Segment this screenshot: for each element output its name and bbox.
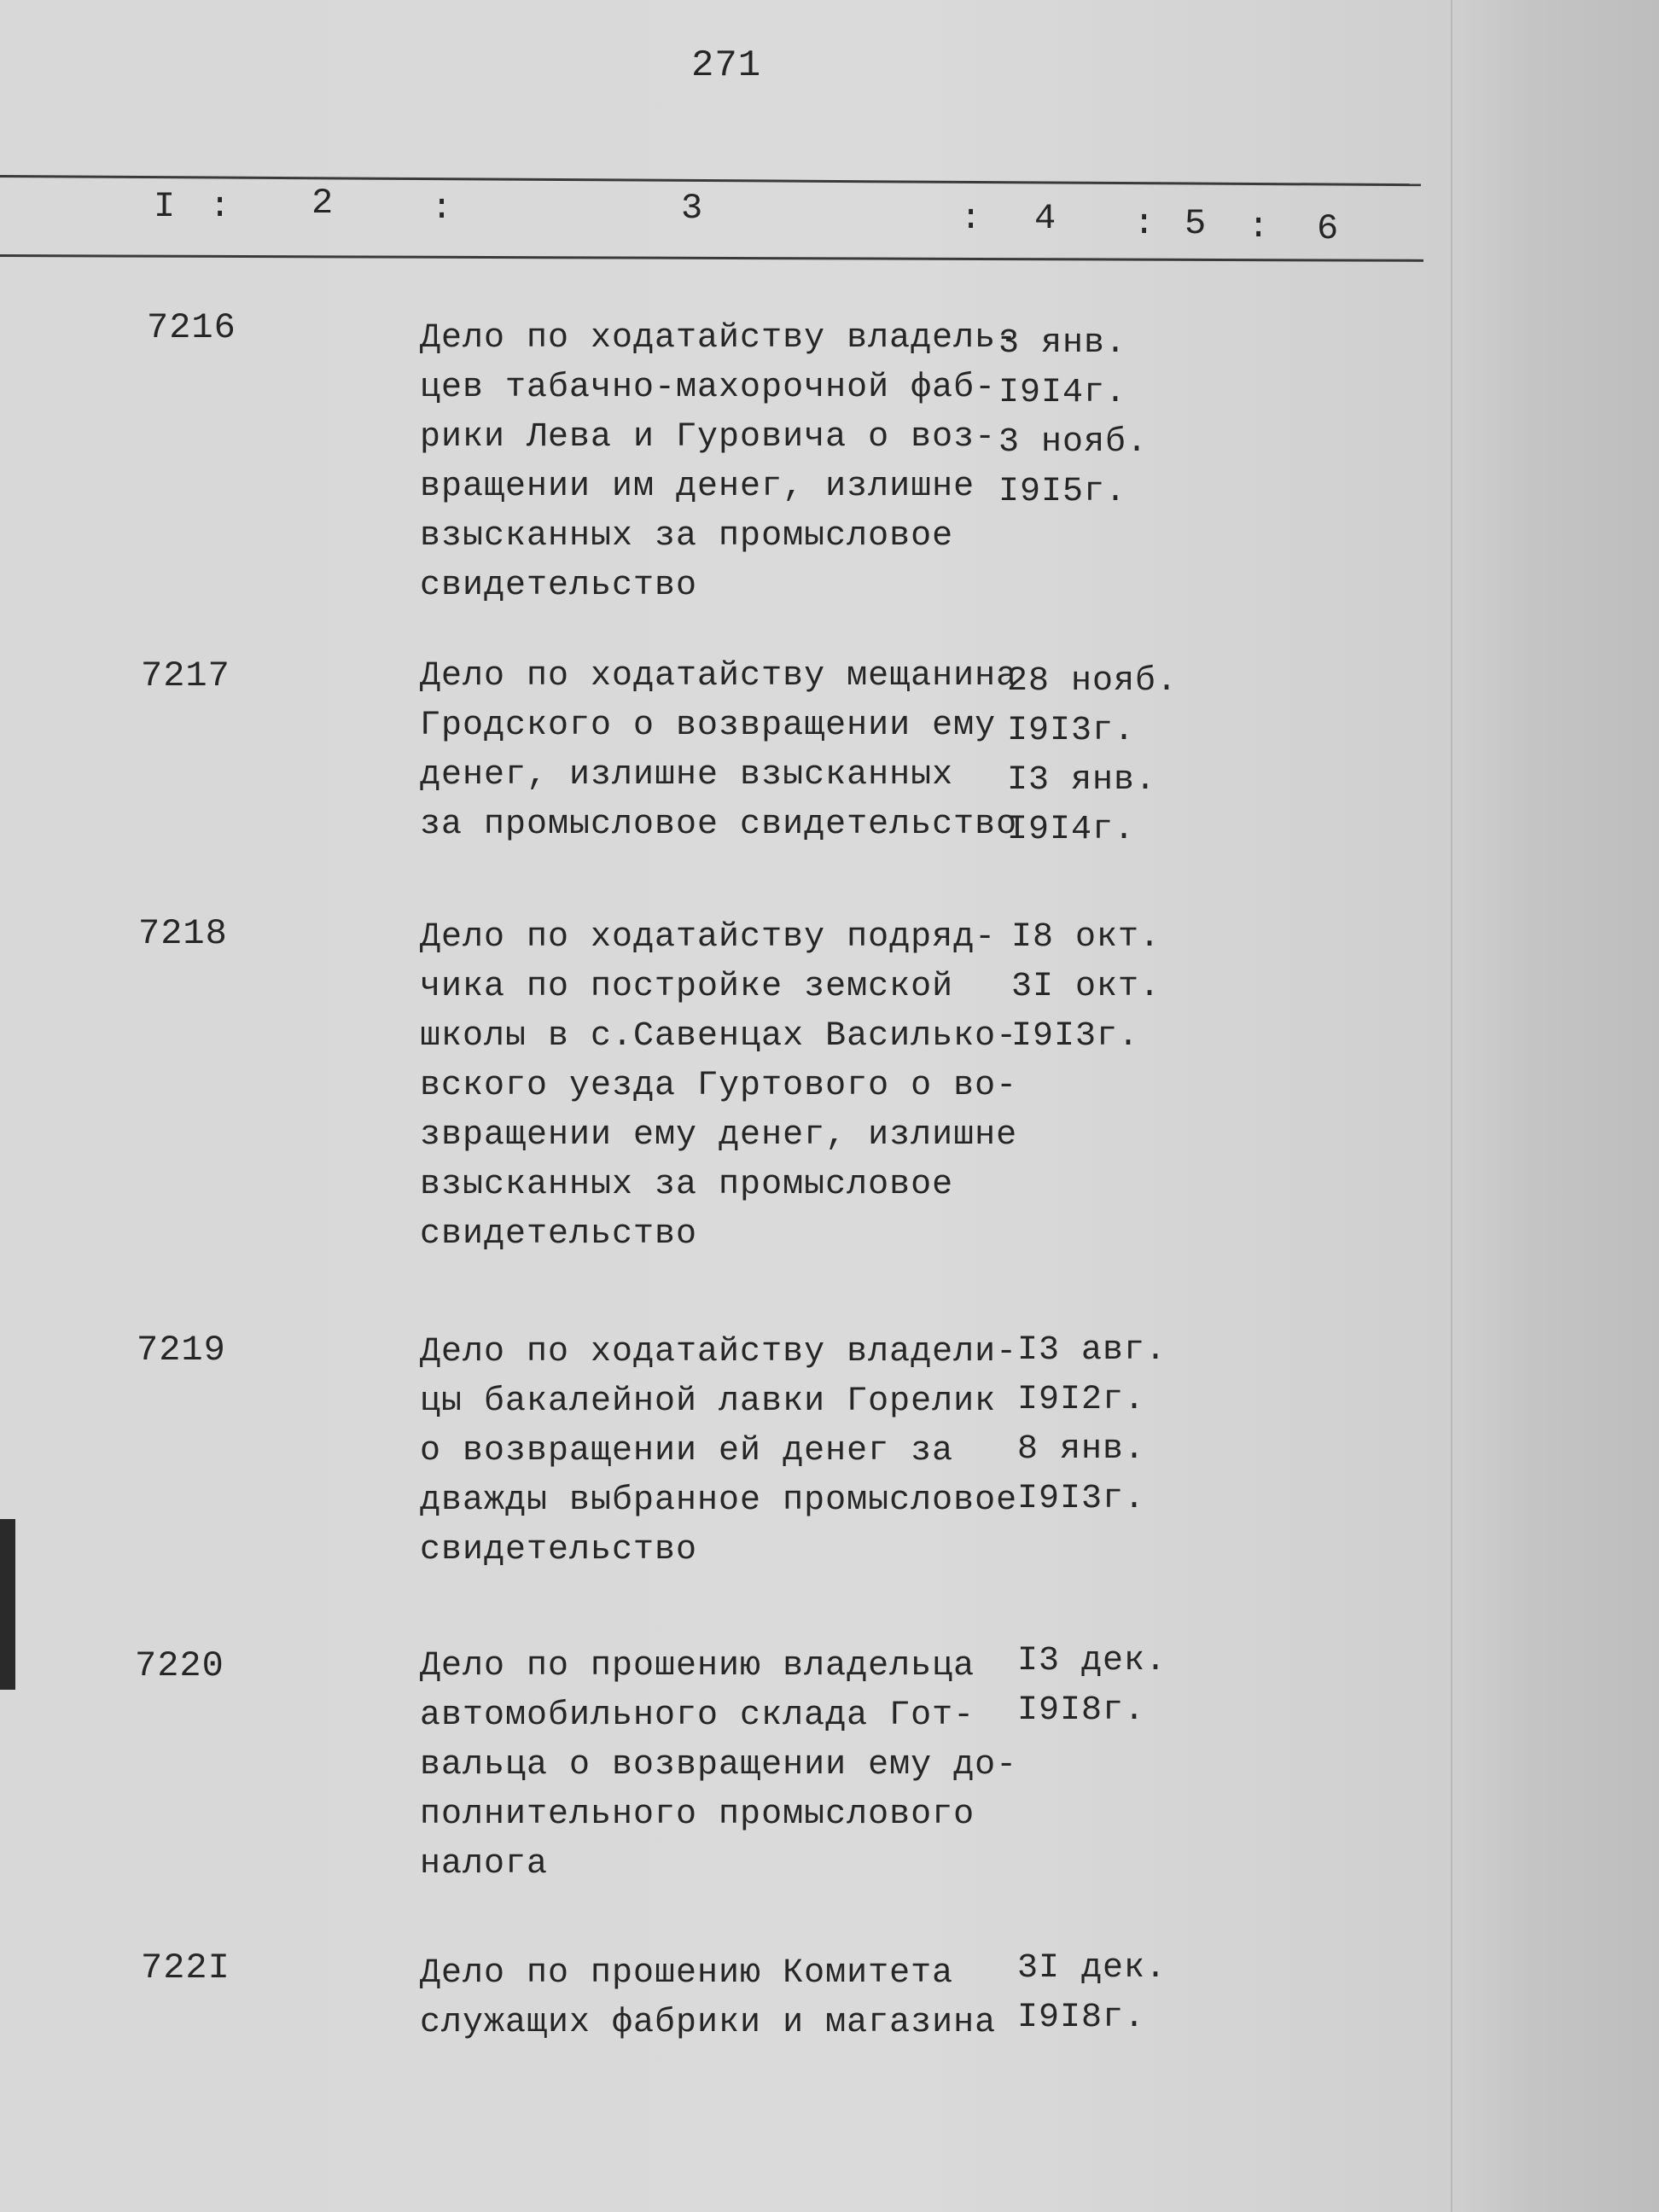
entry-description <box>420 314 1017 611</box>
description-line: взысканных за промысловое <box>420 517 954 556</box>
scan-background <box>0 1519 15 1690</box>
date-line: 8 янв. <box>1017 1430 1146 1469</box>
date-line: 3I дек. <box>1017 1949 1167 1988</box>
description-line: свидетельство <box>420 567 698 605</box>
date-line: I8 окт. <box>1011 918 1161 957</box>
date-line: I9I3г. <box>1017 1480 1146 1518</box>
header-bottom-rule <box>0 254 1423 262</box>
page-number: 271 <box>691 44 762 87</box>
column-header-3: 3 <box>681 188 704 229</box>
header-top-rule <box>0 175 1421 186</box>
entry-description <box>420 913 1017 1260</box>
column-separator: : <box>1133 203 1156 244</box>
column-header-6: 6 <box>1317 208 1340 249</box>
column-header-1: I <box>154 186 177 227</box>
date-line: 3 нояб. <box>998 423 1149 462</box>
description-line: свидетельство <box>420 1531 698 1569</box>
entry-dates <box>1007 657 1178 855</box>
description-line: Дело по ходатайству владели- <box>420 1333 1018 1371</box>
entry-number: 7220 <box>135 1645 224 1686</box>
entry-number: 7218 <box>138 913 228 954</box>
date-line: I9I8г. <box>1017 1691 1146 1730</box>
description-line: вальца о возвращении ему до- <box>420 1746 1018 1784</box>
description-line: вращении им денег, излишне <box>420 468 975 506</box>
description-line: цы бакалейной лавки Горелик <box>420 1382 997 1421</box>
description-line: за промысловое свидетельство <box>420 806 1018 844</box>
description-line: звращении ему денег, излишне <box>420 1116 1018 1155</box>
column-separator: : <box>1248 207 1271 247</box>
entry-number: 7216 <box>147 307 236 348</box>
date-line: I9I2г. <box>1017 1381 1146 1419</box>
description-line: Гродского о возвращении ему <box>420 707 997 745</box>
description-line: денег, излишне взысканных <box>420 756 954 795</box>
entry-dates <box>998 319 1169 517</box>
column-separator: : <box>431 188 454 229</box>
entry-description <box>420 1328 1017 1575</box>
description-line: Дело по прошению владельца <box>420 1647 975 1685</box>
column-header-2: 2 <box>311 183 335 224</box>
entry-dates <box>1017 1326 1188 1524</box>
entry-description <box>420 1642 1017 1889</box>
description-line: школы в с.Савенцах Василько- <box>420 1017 1018 1056</box>
date-line: I3 дек. <box>1017 1642 1167 1680</box>
column-header-4: 4 <box>1034 198 1057 239</box>
date-line: I9I4г. <box>1007 811 1136 849</box>
description-line: Дело по ходатайству подряд- <box>420 918 997 957</box>
entry-description <box>420 652 1017 850</box>
description-line: дважды выбранное промысловое <box>420 1481 1018 1520</box>
column-header-5: 5 <box>1185 203 1208 244</box>
description-line: взысканных за промысловое <box>420 1166 954 1204</box>
description-line: рики Лева и Гуровича о воз- <box>420 418 997 457</box>
date-line: I9I3г. <box>1007 712 1136 750</box>
date-line: I9I4г. <box>998 374 1127 412</box>
column-separator: : <box>209 186 232 227</box>
description-line: вского уезда Гуртового о во- <box>420 1067 1018 1105</box>
entry-dates <box>1017 1944 1188 2043</box>
description-line: о возвращении ей денег за <box>420 1432 954 1470</box>
description-line: автомобильного склада Гот- <box>420 1697 975 1735</box>
description-line: цев табачно-махорочной фаб- <box>420 369 997 407</box>
description-line: свидетельство <box>420 1215 698 1254</box>
description-line: налога <box>420 1845 549 1883</box>
entry-number: 722I <box>141 1947 230 1988</box>
entry-number: 7219 <box>137 1330 226 1371</box>
entry-description <box>420 1949 1017 2048</box>
description-line: служащих фабрики и магазина <box>420 2004 997 2042</box>
description-line: чика по постройке земской <box>420 968 954 1006</box>
date-line: 28 нояб. <box>1007 662 1179 701</box>
adjacent-page-edge <box>1451 0 1659 2212</box>
description-line: Дело по ходатайству владель- <box>420 319 1018 358</box>
date-line: I3 авг. <box>1017 1331 1167 1370</box>
date-line: I9I8г. <box>1017 1999 1146 2037</box>
date-line: 3 янв. <box>998 324 1127 363</box>
entry-number: 7217 <box>141 655 230 696</box>
date-line: 3I окт. <box>1011 968 1161 1006</box>
entry-dates <box>1011 913 1182 1062</box>
entry-dates <box>1017 1637 1188 1736</box>
description-line: Дело по ходатайству мещанина <box>420 657 1018 696</box>
date-line: I9I5г. <box>998 473 1127 511</box>
date-line: I3 янв. <box>1007 761 1157 800</box>
column-separator: : <box>960 198 983 239</box>
date-line: I9I3г. <box>1011 1017 1140 1056</box>
description-line: полнительного промыслового <box>420 1796 975 1834</box>
description-line: Дело по прошению Комитета <box>420 1954 954 1993</box>
